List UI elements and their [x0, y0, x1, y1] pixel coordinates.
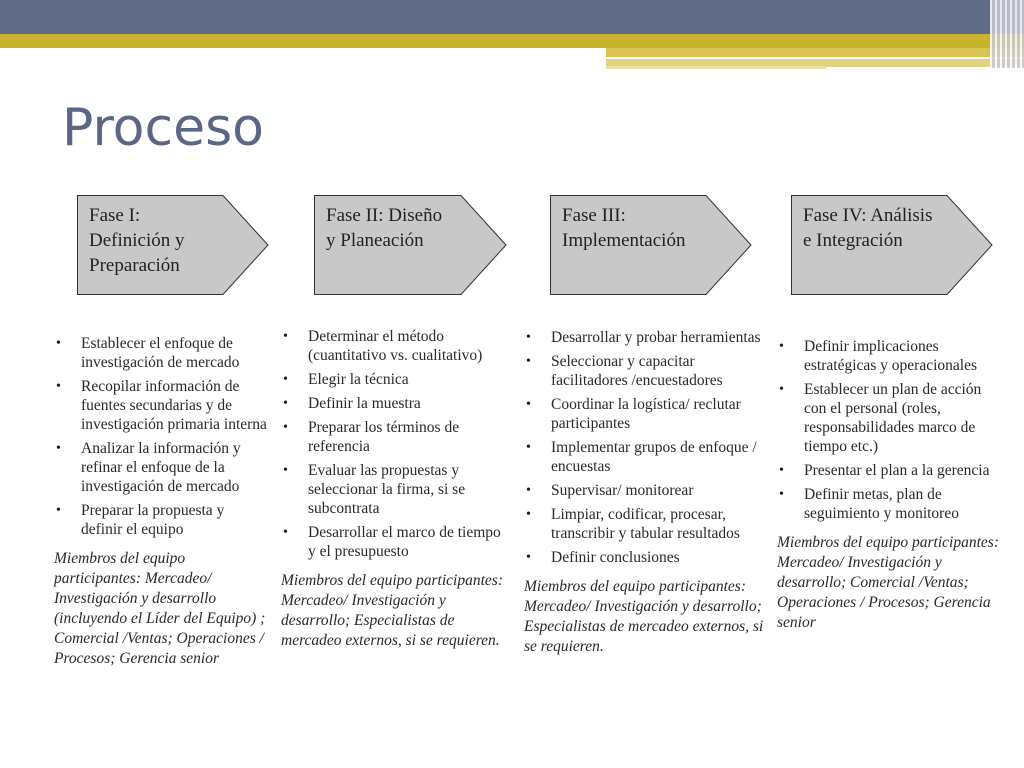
phase-1-details	[54, 334, 269, 669]
list-item: • Limpiar, codificar, procesar, transcribir y tabular resultados	[526, 506, 740, 542]
list-item: • Definir la muestra	[283, 395, 421, 412]
bullet-icon: •	[56, 503, 61, 518]
header-accent-bar-secondary	[606, 48, 1024, 57]
list-item: • Definir metas, plan de seguimiento y monitoreo	[779, 486, 959, 522]
list-item: • Preparar los términos de referencia	[283, 419, 460, 455]
bullet-icon: •	[283, 372, 288, 387]
list-item: • Preparar la propuesta y definir el equipo	[56, 502, 225, 538]
bullet-icon: •	[779, 463, 784, 478]
header-accent-bar	[0, 34, 1024, 48]
phase-2-team-members: Miembros del equipo participantes: Mercadeo/ Investigación y desarrollo; Especialistas de mercadeo externos, si se requieren.	[281, 572, 503, 649]
list-item: • Evaluar las propuestas y seleccionar la firma, si se subcontrata	[283, 462, 466, 517]
slide-title: Proceso	[62, 98, 264, 158]
list-item: • Seleccionar y capacitar facilitadores /encuestadores	[526, 353, 723, 389]
bullet-icon: •	[526, 330, 531, 345]
bullet-icon: •	[283, 525, 288, 540]
phase-3-title: Fase III: Implementación	[562, 205, 686, 251]
bullet-icon: •	[779, 487, 784, 502]
phase-1-arrow	[77, 195, 269, 295]
phase-2-details	[281, 327, 511, 651]
bullet-icon: •	[283, 396, 288, 411]
phase-3-team-members: Miembros del equipo participantes: Mercadeo/ Investigación y desarrollo; Especialistas de mercadeo externos, si se requieren.	[524, 578, 764, 655]
header-bar	[0, 0, 1024, 34]
list-item: • Establecer el enfoque de investigación de mercado	[56, 335, 240, 371]
phase-4-task-list	[777, 337, 1002, 523]
bullet-icon: •	[526, 550, 531, 565]
phase-4-details	[777, 337, 1002, 633]
phase-2-task-list	[281, 327, 511, 561]
bullet-icon: •	[779, 382, 784, 397]
list-item: • Desarrollar y probar herramientas	[526, 329, 761, 346]
bullet-icon: •	[283, 463, 288, 478]
bullet-icon: •	[283, 329, 288, 344]
phase-4-team-members: Miembros del equipo participantes: Mercadeo/ Investigación y desarrollo; Comercial /Ventas; Operaciones / Procesos; Gerencia senior	[777, 534, 999, 631]
list-item: • Desarrollar el marco de tiempo y el presupuesto	[283, 524, 501, 560]
list-item: • Presentar el plan a la gerencia	[779, 462, 990, 479]
phase-4-title: Fase IV: Análisis e Integración	[803, 205, 933, 251]
phase-4-arrow	[791, 195, 993, 295]
bullet-icon: •	[779, 339, 784, 354]
list-item: • Recopilar información de fuentes secundarias y de investigación primaria interna	[56, 378, 267, 433]
list-item: • Definir implicaciones estratégicas y operacionales	[779, 338, 977, 374]
bullet-icon: •	[526, 397, 531, 412]
header-stripes	[990, 0, 1024, 68]
header-accent-bar-quaternary	[606, 66, 826, 69]
bullet-icon: •	[526, 440, 531, 455]
list-item: • Establecer un plan de acción con el personal (roles, responsabilidades marco de tiempo etc.)	[779, 381, 982, 455]
phase-3-details	[524, 328, 769, 657]
phase-1-title: Fase I: Definición y Preparación	[89, 205, 185, 276]
bullet-icon: •	[56, 441, 61, 456]
phase-2-title: Fase II: Diseño y Planeación	[326, 205, 443, 251]
phase-2-arrow	[314, 195, 507, 295]
list-item: • Supervisar/ monitorear	[526, 482, 694, 499]
bullet-icon: •	[56, 336, 61, 351]
bullet-icon: •	[526, 354, 531, 369]
bullet-icon: •	[56, 379, 61, 394]
bullet-icon: •	[283, 420, 288, 435]
phase-1-team-members: Miembros del equipo participantes: Mercadeo/ Investigación y desarrollo (incluyendo el Líder del Equipo) ; Comercial /Ventas; Operaciones / Procesos; Gerencia senior	[54, 550, 266, 667]
list-item: • Elegir la técnica	[283, 371, 409, 388]
phase-3-arrow	[550, 195, 752, 295]
list-item: • Definir conclusiones	[526, 549, 680, 566]
list-item: • Implementar grupos de enfoque / encuestas	[526, 439, 757, 475]
list-item: • Coordinar la logística/ reclutar participantes	[526, 396, 741, 432]
phase-1-task-list	[54, 334, 269, 539]
list-item: • Analizar la información y refinar el enfoque de la investigación de mercado	[56, 440, 241, 495]
list-item: • Determinar el método (cuantitativo vs. cualitativo)	[283, 328, 483, 364]
bullet-icon: •	[526, 483, 531, 498]
bullet-icon: •	[526, 507, 531, 522]
phase-3-task-list	[524, 328, 769, 567]
